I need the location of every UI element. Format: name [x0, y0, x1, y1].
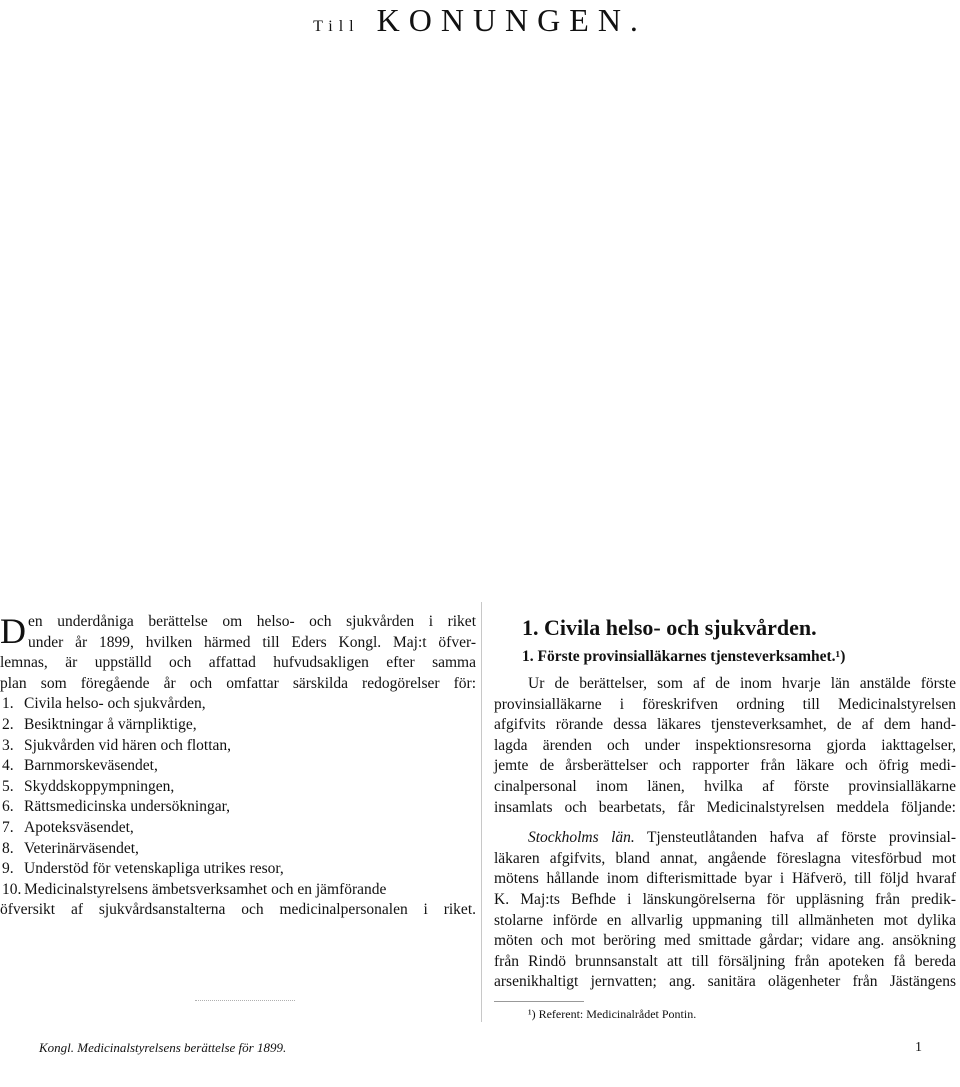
body-line: insamlats och bearbetats, får Medicinalstyrelsen meddela följande: [494, 798, 956, 816]
body-line-text: Tjensteutlåtanden hafva af förste provinsial- [646, 829, 956, 847]
contents-item-number: 1. [2, 695, 14, 713]
contents-item-text: Civila helso- och sjukvården, [24, 695, 206, 713]
contents-item-number: 7. [2, 818, 14, 836]
contents-item [0, 736, 476, 757]
body-paragraph [494, 828, 956, 993]
contents-item-text: Understöd för vetenskapliga utrikes resor, [24, 860, 284, 878]
contents-list [0, 694, 476, 900]
contents-item-number: 2. [2, 715, 14, 733]
end-rule [195, 1000, 295, 1001]
intro-line: lemnas, är uppställd och affattad hufvudsakligen efter samma [0, 654, 476, 672]
contents-item-text: Besiktningar å värnpliktige, [24, 715, 197, 733]
left-column [0, 612, 476, 921]
county-name: Stockholms län. [528, 829, 635, 847]
contents-item-text: Skyddskoppympningen, [24, 777, 175, 795]
intro-line: plan som föregående år och omfattar särskilda redogörelser för: [0, 674, 476, 692]
contents-item-number: 10. [2, 880, 22, 898]
body-line: jemte de årsberättelser och rapporter från läkare och öfrig medi- [494, 757, 956, 775]
contents-item [0, 715, 476, 736]
contents-item-number: 6. [2, 798, 14, 816]
contents-item [0, 797, 476, 818]
contents-item [0, 756, 476, 777]
contents-item [0, 880, 476, 901]
contents-item [0, 859, 476, 880]
column-divider [481, 602, 482, 1022]
body-line: K. Maj:ts Befhde i länskungörelserna för uppläsning från predik- [494, 890, 956, 908]
heading-small-caps: Till [313, 18, 360, 35]
body-line: läkaren afgifvits, bland annat, angående föreslagna vitesförbud mot [494, 849, 956, 867]
subsection-title: 1. Förste provinsialläkarnes tjensteverksamhet.¹) [522, 648, 846, 665]
contents-item [0, 818, 476, 839]
body-line: provinsialläkarne i föreskrifven ordning till Medicinalstyrelsen [494, 695, 956, 713]
body-line: från Rindö brunnsanstalt att till försäljning från apoteken få bereda [494, 952, 956, 970]
contents-item-text: Rättsmedicinska undersökningar, [24, 798, 231, 816]
intro-line: under år 1899, hvilken härmed till Eders Kongl. Maj:t öfver- [28, 633, 476, 651]
contents-item-text: Apoteksväsendet, [24, 818, 134, 836]
contents-item-number: 4. [2, 757, 14, 775]
contents-item-text: Veterinärväsendet, [24, 839, 139, 857]
body-paragraph [494, 674, 956, 818]
body-line: Ur de berättelser, som af de inom hvarje län anstälde förste [528, 675, 956, 692]
contents-item-number: 9. [2, 860, 14, 878]
contents-item-number: 8. [2, 839, 14, 857]
contents-item [0, 839, 476, 860]
right-column [494, 612, 956, 1022]
footnote-rule [494, 1001, 584, 1002]
contents-item-text: Medicinalstyrelsens ämbetsverksamhet och en jämförande [24, 880, 387, 898]
page-number: 1 [915, 1040, 922, 1055]
contents-item-text: Barnmorskeväsendet, [24, 757, 158, 775]
contents-item-text: Sjukvården vid hären och flottan, [24, 736, 232, 754]
contents-continuation: öfversikt af sjukvårdsanstalterna och medicinalpersonalen i riket. [0, 901, 476, 919]
intro-line: en underdåniga berättelse om helso- och sjukvården i riket [28, 613, 476, 630]
body-line: mötens hållande inom difterismittade byar i Häfverö, till följd hvaraf [494, 870, 956, 888]
body-line [494, 828, 956, 849]
drop-cap: D [0, 611, 26, 651]
body-line: lagda ärenden och under inspektionsresorna gjorda iakttagelser, [494, 736, 956, 754]
footnote: ¹) Referent: Medicinalrådet Pontin. [528, 1006, 697, 1021]
body-line: cinalpersonal inom länen, hvilka af förste provinsialläkarne [494, 777, 956, 795]
section-title: 1. Civila helso- och sjukvården. [522, 615, 817, 640]
contents-item [0, 694, 476, 715]
contents-item-number: 5. [2, 777, 14, 795]
body-line: afgifvits rörande dessa läkares tjensteverksamhet, de af dem hand- [494, 716, 956, 734]
contents-item-number: 3. [2, 736, 14, 754]
body-line: möten och mot beröring med smittade gårdar; vidare ang. ansökning [494, 932, 956, 950]
contents-item [0, 777, 476, 798]
footer-publication: Kongl. Medicinalstyrelsens berättelse för 1899. [39, 1040, 287, 1055]
heading-main: KONUNGEN. [376, 2, 647, 38]
page-heading [0, 2, 960, 39]
intro-paragraph [0, 612, 476, 694]
body-line: stolarne införde en allvarlig uppmaning till allmänheten mot dylika [494, 911, 956, 929]
body-line: arsenikhaltigt jernvatten; ang. sanitära olägenheter från Jästängens [494, 973, 956, 991]
